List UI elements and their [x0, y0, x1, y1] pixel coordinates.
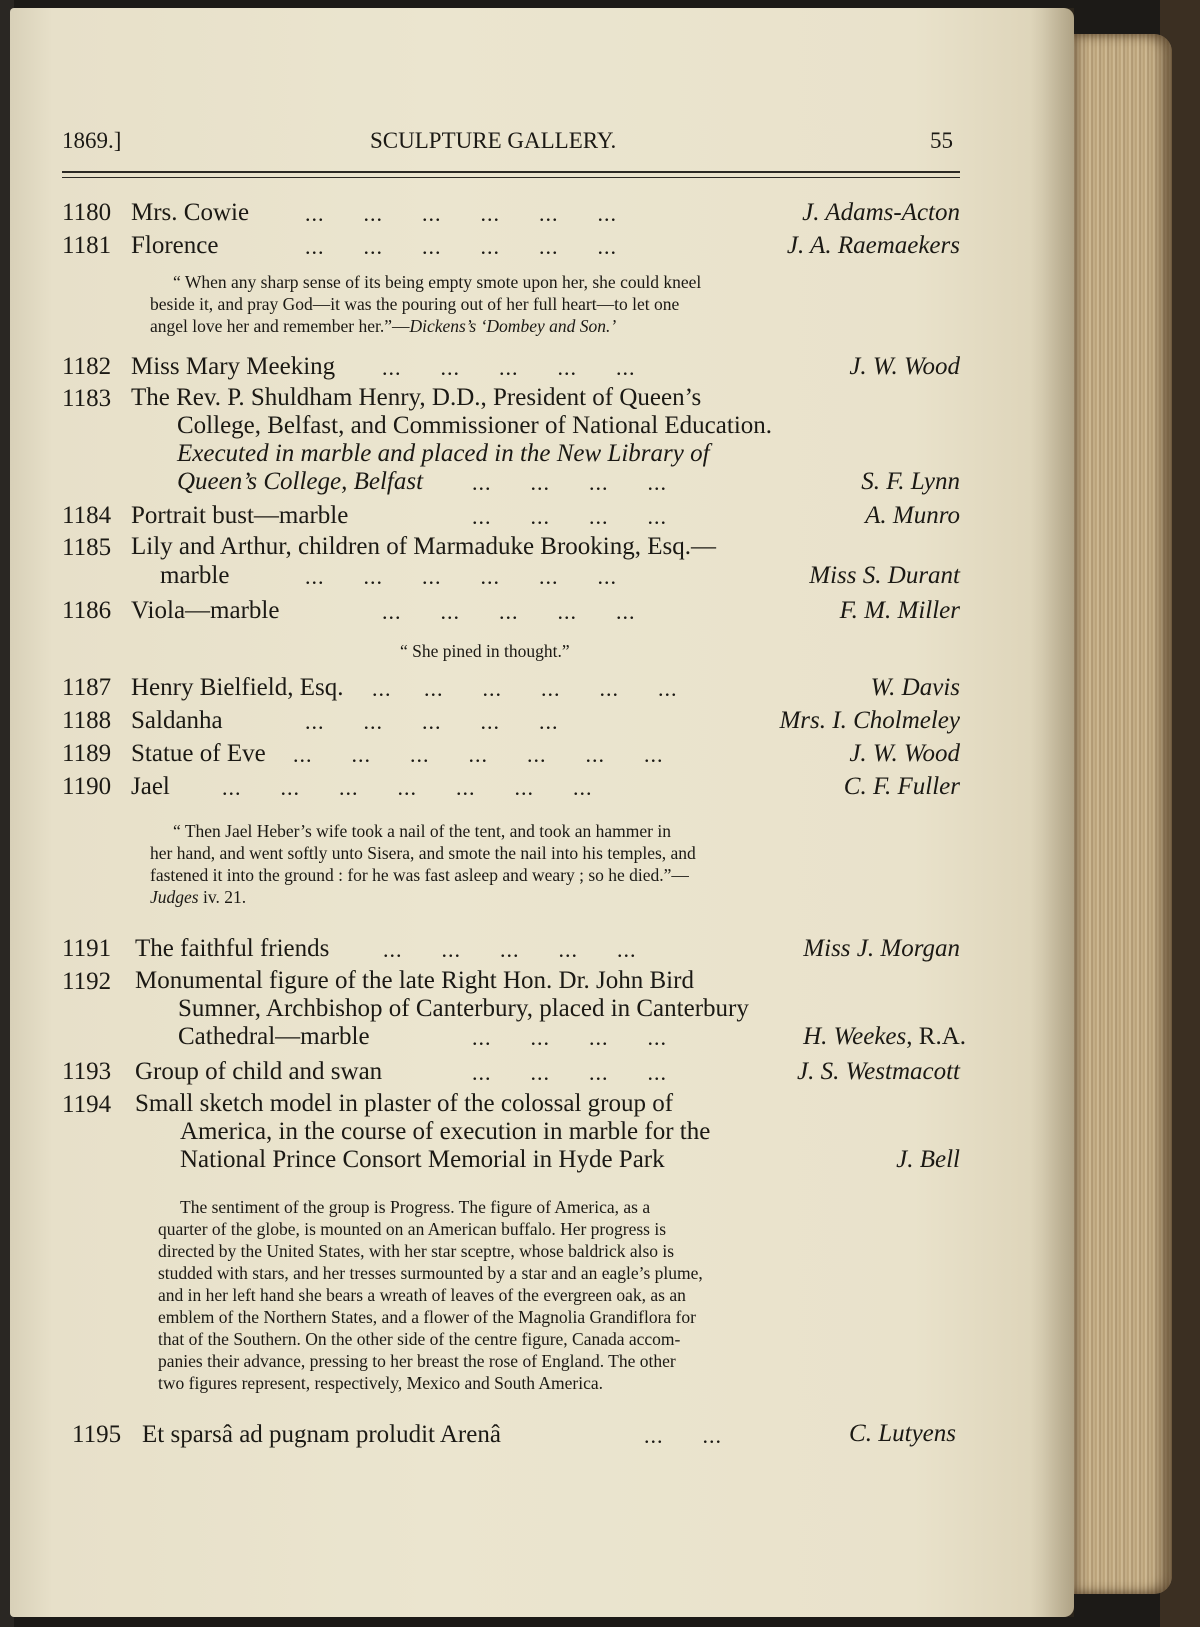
leader-dots: ... ... ... ... ... ...: [305, 234, 617, 259]
leader-dots: ... ... ... ...: [472, 1060, 667, 1085]
entry-artist: Miss S. Durant: [809, 562, 960, 589]
entry-number: 1183: [62, 385, 112, 412]
entry-description: Monumental figure of the late Right Hon. Dr. John Bird: [135, 967, 694, 994]
leader-dots: ... ... ... ... ... ...: [305, 564, 617, 589]
entry-artist: C. F. Fuller: [843, 773, 960, 800]
entry-title: Portrait bust—marble: [131, 502, 349, 529]
leader-dots: ... ... ... ... ...: [382, 599, 636, 624]
entry-description-note: The sentiment of the group is Progress. The figure of America, as a quarter of the globe, is mounted on an American buffalo. Her progress is directed by the United States, with her star sceptre, whose baldrick also is studded with stars, and her tresses surmounted by a star and an eagle’s plume, and in her left hand she bears a wreath of leaves of the evergreen oak, as an emblem of the Northern States, and a flower of the Magnolia Grandiflora for that of the Southern. On the other side of the centre figure, Canada accom- panies their advance, pressing to her breast the rose of England. The other two figures represent, respectively, Mexico and South America.: [158, 1197, 703, 1393]
entry-description-cont: Sumner, Archbishop of Canterbury, placed in Canterbury Cathedral—marble: [178, 995, 749, 1050]
entry-description-cont: College, Belfast, and Commissioner of National Education. Executed in marble and placed in the New Library of Queen’s College, Belfast: [177, 412, 773, 495]
entry-number: 1192: [62, 968, 112, 995]
entry-quotation: “ She pined in thought.”: [400, 641, 570, 661]
entry-artist: S. F. Lynn: [861, 468, 960, 495]
entry-title: Henry Bielfield, Esq.: [131, 674, 344, 701]
page-number: 55: [930, 128, 953, 153]
entry-description: Small sketch model in plaster of the colossal group of: [135, 1090, 674, 1117]
entry-title: Group of child and swan: [135, 1058, 383, 1085]
entry-artist: Mrs. I. Cholmeley: [779, 707, 960, 734]
entry-number: 1184: [62, 502, 112, 529]
entry-description-cont: marble: [160, 562, 230, 589]
entry-title: Saldanha: [131, 707, 223, 734]
entry-artist: F. M. Miller: [839, 597, 960, 624]
leader-dots: ... ... ... ... ... ...: [372, 676, 678, 701]
entry-quotation: “ Then Jael Heber’s wife took a nail of the tent, and took an hammer in her hand, and went softly unto Sisera, and smote the nail into his temples, and fastened it into the ground : for he was fast asleep and weary ; so he died.”— Judges iv. 21.: [150, 821, 696, 907]
entry-number: 1181: [62, 232, 112, 259]
entry-title: Et sparsâ ad pugnam proludit Arenâ: [142, 1421, 501, 1448]
entry-title: Miss Mary Meeking: [131, 353, 336, 380]
entry-description-cont: America, in the course of execution in marble for the National Prince Consort Memorial in Hyde Park: [180, 1118, 711, 1173]
leader-dots: ... ... ... ...: [472, 470, 667, 495]
header-rule-thick: [62, 171, 960, 173]
entry-title: Florence: [131, 232, 219, 259]
entry-artist: J. S. Westmacott: [797, 1058, 960, 1085]
entry-number: 1194: [62, 1091, 112, 1118]
entry-title: Jael: [131, 773, 170, 800]
entry-quotation: “ When any sharp sense of its being empty smote upon her, she could kneel beside it, and pray God—it was the pouring out of her full heart—to let one angel love her and remember her.”—Dickens’s ‘Dombey and Son.’: [150, 272, 702, 336]
entry-number: 1191: [62, 935, 112, 962]
leader-dots: ... ... ... ... ... ...: [305, 201, 617, 226]
entry-number: 1186: [62, 597, 112, 624]
entry-title: Mrs. Cowie: [131, 199, 250, 226]
entry-title: Viola—marble: [131, 597, 280, 624]
leader-dots: ... ... ... ... ... ... ...: [293, 742, 664, 767]
entry-description: The Rev. P. Shuldham Henry, D.D., President of Queen’s: [131, 384, 702, 411]
entry-artist: A. Munro: [865, 502, 960, 529]
entry-artist: W. Davis: [870, 674, 960, 701]
leader-dots: ... ...: [644, 1423, 722, 1448]
leader-dots: ... ... ... ... ...: [383, 937, 637, 962]
page-edge-shadow: [1030, 8, 1074, 1617]
entry-number: 1182: [62, 353, 112, 380]
leader-dots: ... ... ... ... ... ... ...: [222, 775, 593, 800]
leader-dots: ... ... ... ... ...: [305, 709, 559, 734]
entry-number: 1188: [62, 707, 112, 734]
entry-artist: C. Lutyens: [849, 1420, 956, 1447]
entry-artist: Miss J. Morgan: [803, 935, 960, 962]
running-head-title: SCULPTURE GALLERY.: [370, 128, 617, 153]
entry-description: Lily and Arthur, children of Marmaduke Brooking, Esq.—: [131, 533, 716, 560]
entry-artist: J. W. Wood: [849, 740, 960, 767]
entry-artist: J. W. Wood: [849, 353, 960, 380]
entry-number: 1185: [62, 534, 112, 561]
entry-number: 1195: [72, 1421, 122, 1448]
entry-artist: J. Adams-Acton: [802, 199, 960, 226]
entry-artist: J. A. Raemaekers: [786, 232, 960, 259]
entry-artist: H. Weekes, R.A.: [803, 1023, 966, 1050]
entry-title: Statue of Eve: [131, 740, 266, 767]
leader-dots: ... ... ... ...: [472, 1025, 667, 1050]
entry-artist: J. Bell: [896, 1146, 960, 1173]
entry-number: 1190: [62, 773, 112, 800]
entry-number: 1187: [62, 674, 112, 701]
running-head-year: 1869.]: [62, 128, 122, 153]
entry-number: 1189: [62, 740, 112, 767]
entry-number: 1180: [62, 199, 112, 226]
page-fore-edge: [1070, 34, 1172, 1594]
entry-number: 1193: [62, 1058, 112, 1085]
entry-title: The faithful friends: [135, 935, 330, 962]
leader-dots: ... ... ... ...: [472, 504, 667, 529]
leader-dots: ... ... ... ... ...: [382, 355, 636, 380]
header-rule-thin: [62, 177, 960, 178]
